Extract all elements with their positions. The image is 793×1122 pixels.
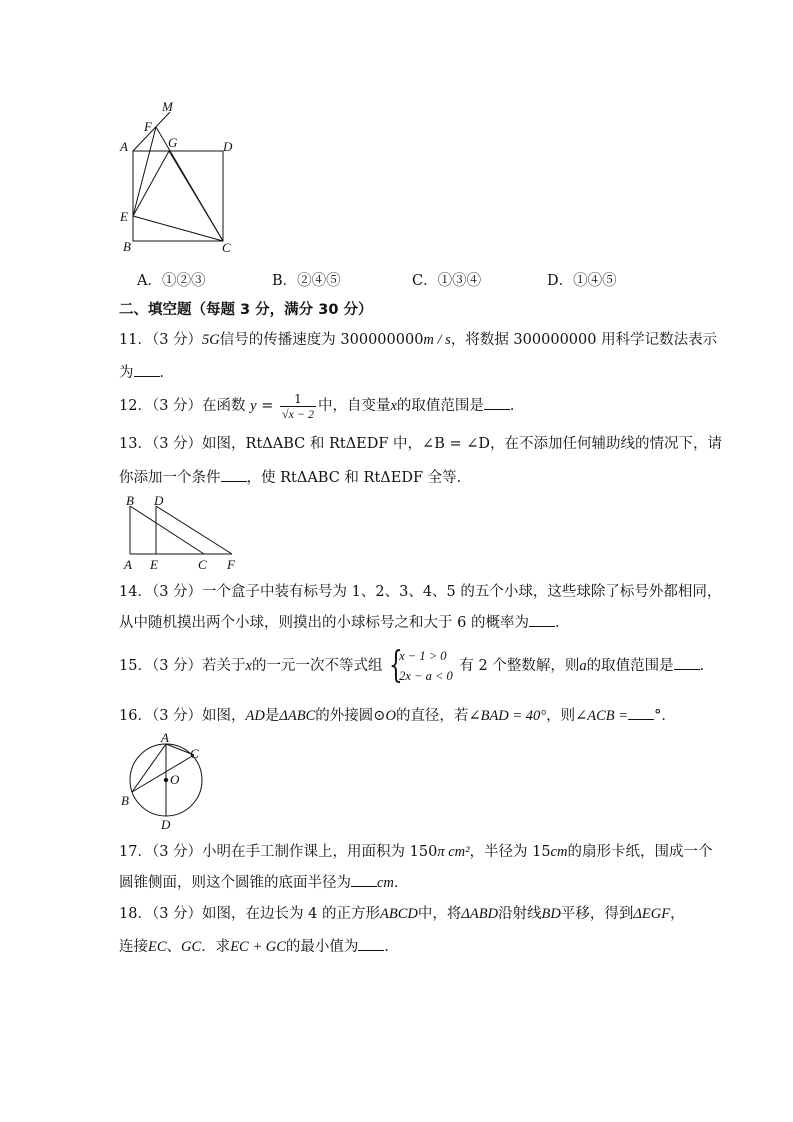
q12-text-a: 12．（3 分）在函数: [119, 398, 246, 414]
label-G: G: [168, 135, 178, 150]
q11-text-e: ，将数据 300000000 用科学记数法表示: [450, 332, 718, 348]
q12-var-y: y: [250, 398, 257, 414]
q18-gc: GC: [181, 939, 202, 955]
label-A: A: [120, 139, 128, 154]
label-C: C: [190, 746, 199, 761]
label-E: E: [120, 209, 128, 224]
question-14-line-2: [119, 612, 569, 633]
q18-text-e: 沿射线: [498, 906, 542, 922]
label-A: A: [161, 730, 169, 745]
label-D: D: [223, 139, 233, 154]
q15-inequality-system: [389, 646, 453, 686]
question-14-line-1: 14．（3 分）一个盒子中装有标号为 1、2、3、4、5 的五个小球，这些球除了标号外都相同，: [119, 584, 722, 600]
option-b: B．②④⑤: [272, 273, 341, 289]
q15-text-b: 的一元一次不等式组: [251, 658, 383, 674]
question-12: [119, 388, 524, 424]
label-F: F: [227, 557, 235, 572]
answer-blank: [529, 612, 555, 627]
q12-text-c: 的取值范围是: [396, 398, 484, 414]
question-15: [119, 645, 714, 687]
q18-text-c: 中，将: [417, 906, 462, 922]
q16-angle-bad: ∠BAD = 40°: [468, 708, 547, 724]
q18-text-l2a: 连接: [119, 939, 148, 955]
label-B: B: [121, 793, 129, 808]
question-18-line-2: [119, 936, 399, 957]
question-13-line-1: 13．（3 分）如图，RtΔABC 和 RtΔEDF 中，∠B = ∠D，在不添加任何辅助线的情况下，请: [119, 436, 723, 452]
figure-circle: [118, 728, 218, 834]
q16-angle-acb: ∠ACB =: [575, 708, 629, 724]
q18-triangle-egf: ΔEGF: [633, 906, 671, 922]
answer-blank: [351, 872, 377, 887]
q12-equals: =: [261, 398, 274, 414]
label-D: D: [161, 817, 171, 832]
q11-text-a: 11．（3 分）: [119, 332, 203, 348]
q18-period: ．: [384, 939, 399, 955]
label-B: B: [126, 493, 134, 508]
figure-square-abcd: [110, 95, 250, 255]
q16-text-b: 是: [264, 708, 280, 724]
q17-text-c: ，半径为 15: [469, 844, 551, 860]
q15-inequality-1: x − 1 > 0: [399, 649, 447, 663]
label-C: C: [222, 240, 231, 255]
question-13-line-2: [119, 467, 471, 488]
q18-sum: EC + GC: [230, 939, 286, 955]
section-heading: 二、填空题（每题 3 分，满分 30 分）: [119, 302, 373, 318]
q16-text-a: 16．（3 分）如图，: [119, 708, 246, 724]
label-A: A: [124, 557, 132, 572]
q11-period: ．: [159, 365, 174, 381]
q17-answer-unit: cm: [377, 875, 394, 891]
figure-two-triangles: [118, 492, 248, 572]
q18-ray-bd: BD: [541, 906, 561, 922]
question-11-line-2: [119, 362, 174, 383]
q12-period: ．: [509, 398, 525, 414]
q18-text-l2e: ．求: [201, 939, 231, 955]
q15-var-a: a: [579, 658, 587, 674]
q16-text-d: 的直径，若: [395, 708, 469, 724]
label-F: F: [144, 119, 152, 134]
q17-text-l2a: 圆锥侧面，则这个圆锥的底面半径为: [119, 875, 351, 891]
label-D: D: [154, 493, 164, 508]
q11-text-l2a: 为: [119, 365, 134, 381]
q12-var-x: x: [390, 398, 397, 414]
q15-text-a: 15．（3 分）若关于: [119, 658, 246, 674]
label-B: B: [123, 239, 131, 254]
label-C: C: [198, 557, 207, 572]
question-17-line-1: [119, 842, 712, 862]
q18-sep: 、: [166, 939, 182, 955]
option-d: D．①④⑤: [547, 273, 617, 289]
question-16: [119, 705, 676, 726]
option-a: A．①②③: [137, 273, 206, 289]
q17-text-a: 17．（3 分）小明在手工制作课上，用面积为 150: [119, 844, 438, 860]
answer-blank: [484, 395, 510, 410]
option-c: C．①③④: [412, 273, 482, 289]
q15-text-d: 的取值范围是: [586, 658, 674, 674]
q15-period: ．: [699, 658, 715, 674]
answer-blank: [221, 467, 247, 482]
q11-text-c: 信号的传播速度为 300000000: [219, 332, 424, 348]
q14-period: ．: [554, 615, 570, 631]
brace-icon: {: [389, 645, 403, 686]
question-11-line-1: [119, 330, 717, 350]
q18-comma: ，: [670, 906, 685, 922]
q18-triangle-abd: ΔABD: [461, 906, 499, 922]
answer-blank: [134, 362, 160, 377]
q18-text-g: 平移，得到: [560, 906, 634, 922]
q11-5g: 5G: [202, 332, 220, 348]
q15-var-x: x: [245, 658, 252, 674]
q18-square: ABCD: [379, 906, 418, 922]
label-M: M: [162, 99, 173, 114]
q11-unit: m / s: [423, 332, 451, 348]
q17-period: ．: [393, 875, 409, 891]
q12-text-b: 中，自变量: [317, 398, 391, 414]
q16-text-e: ，则: [546, 708, 576, 724]
q12-numerator: 1: [280, 392, 316, 407]
question-18-line-1: [119, 904, 685, 924]
q16-triangle: ΔABC: [279, 708, 316, 724]
answer-blank: [674, 655, 700, 670]
label-E: E: [150, 557, 158, 572]
q16-text-c: 的外接圆⊙: [315, 708, 386, 724]
q12-fraction: [280, 392, 316, 421]
q18-text-a: 18．（3 分）如图，在边长为 4 的正方形: [119, 906, 380, 922]
label-O: O: [170, 772, 180, 787]
q12-denominator: √x − 2: [281, 406, 314, 421]
q14-text-a: 从中随机摸出两个小球，则摸出的小球标号之和大于 6 的概率为: [119, 615, 529, 631]
q17-radius-unit: cm: [550, 844, 568, 860]
answer-blank: [628, 705, 654, 720]
q16-O: O: [385, 708, 396, 724]
question-17-line-2: [119, 872, 408, 893]
q15-inequality-2: 2x − a < 0: [399, 669, 453, 683]
q16-text-f: °．: [654, 708, 676, 724]
q13-text-a: 你添加一个条件: [119, 470, 221, 486]
q17-text-e: 的扇形卡纸，围成一个: [567, 844, 713, 860]
answer-blank: [358, 936, 384, 951]
q13-text-b: ，使 RtΔABC 和 RtΔEDF 全等．: [246, 470, 472, 486]
q15-text-c: 有 2 个整数解，则: [459, 658, 580, 674]
q17-area-unit: π cm²: [437, 844, 470, 860]
q16-AD: AD: [245, 708, 265, 724]
q18-ec: EC: [148, 939, 167, 955]
q18-text-l2g: 的最小值为: [285, 939, 359, 955]
